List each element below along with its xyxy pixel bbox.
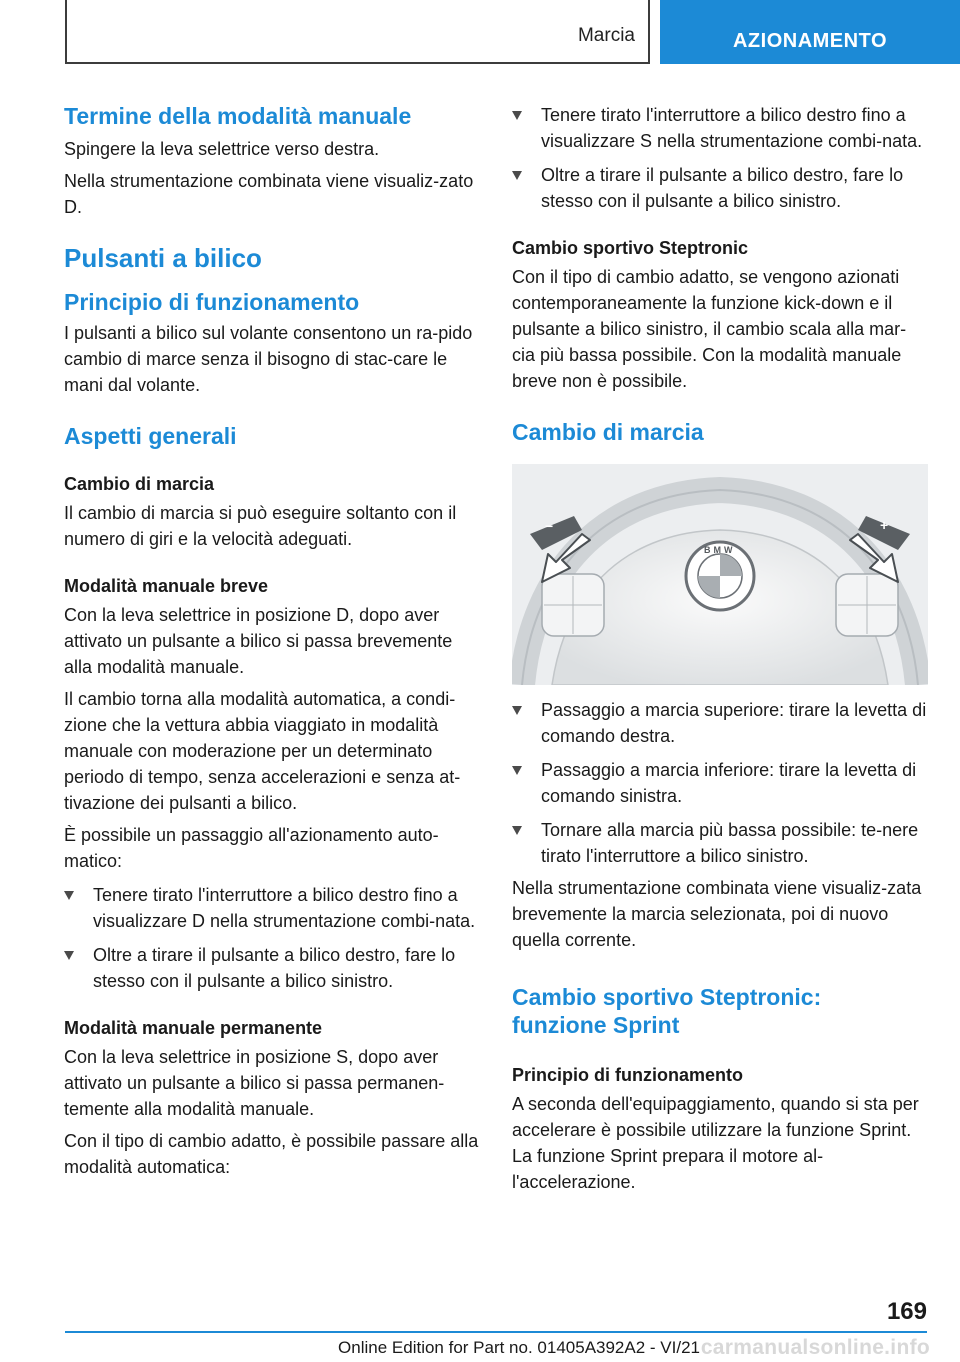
- subheading-sprint-principio: Principio di funzionamento: [512, 1065, 743, 1085]
- footer-divider: [65, 1331, 927, 1333]
- minus-label: −: [545, 518, 554, 534]
- heading-sprint-line1: Cambio sportivo Steptronic:: [512, 984, 822, 1010]
- subheading-permanente: Modalità manuale permanente: [64, 1018, 323, 1038]
- header-section-title: Marcia: [577, 25, 635, 46]
- paragraph: Il cambio torna alla modalità automatica, a condi-zione che la vettura abbia viaggiato in modalità manuale con moderazione per un determinato periodo di tempo, senza accelerazioni e senza at-tivazione dei pulsanti a bilico.: [64, 689, 461, 813]
- heading-principio: Principio di funzionamento: [64, 289, 360, 315]
- list-item: Passaggio a marcia superiore: tirare la levetta di comando destra.: [512, 697, 928, 749]
- paragraph: È possibile un passaggio all'azionamento auto-matico:: [64, 825, 439, 871]
- plus-label: +: [880, 517, 889, 533]
- paragraph: Il cambio di marcia si può eseguire soltanto con il numero di giri e la velocità adeguati.: [64, 503, 457, 549]
- page-number: 169: [886, 1298, 927, 1325]
- heading-aspetti: Aspetti generali: [64, 423, 237, 449]
- header-chapter-tab: AZIONAMENTO: [660, 0, 960, 64]
- paragraph: I pulsanti a bilico sul volante consentono un ra-pido cambio di marce senza il bisogno di stac-care le mani dal volante.: [64, 323, 473, 395]
- list-item: Tenere tirato l'interruttore a bilico destro fino a visualizzare S nella strumentazione combi-nata.: [512, 102, 928, 154]
- subheading-cambio: Cambio di marcia: [64, 474, 215, 494]
- triangle-bullet-icon: [512, 826, 522, 835]
- heading-sprint-line2: funzione Sprint: [512, 1012, 680, 1038]
- list-item: Passaggio a marcia inferiore: tirare la levetta di comando sinistra.: [512, 757, 928, 809]
- triangle-bullet-icon: [512, 766, 522, 775]
- triangle-bullet-icon: [64, 951, 74, 960]
- triangle-bullet-icon: [64, 891, 74, 900]
- heading-cambio-marcia: Cambio di marcia: [512, 419, 704, 445]
- paragraph: Con la leva selettrice in posizione D, dopo aver attivato un pulsante a bilico si passa brevemente alla modalità manuale.: [64, 605, 453, 677]
- list-item: Tenere tirato l'interruttore a bilico destro fino a visualizzare D nella strumentazione combi-nata.: [64, 882, 480, 934]
- list-item: Tornare alla marcia più bassa possibile: te-nere tirato l'interruttore a bilico sinistro.: [512, 817, 928, 869]
- paragraph: Nella strumentazione combinata viene visualiz-zata brevemente la marcia selezionata, poi di nuovo quella corrente.: [512, 878, 922, 950]
- right-column: [512, 100, 928, 1195]
- watermark: carmanualsonline.info: [700, 1336, 930, 1359]
- left-column: [64, 100, 480, 1180]
- bmw-logo-text: BMW: [704, 545, 736, 555]
- subheading-steptronic: Cambio sportivo Steptronic: [512, 238, 749, 258]
- footer-edition: Online Edition for Part no. 01405A392A2 - VI/21: [338, 1338, 700, 1357]
- steering-wheel-illustration: [512, 464, 928, 685]
- paragraph: Nella strumentazione combinata viene visualiz-zato D.: [64, 171, 474, 217]
- heading-termine: Termine della modalità manuale: [64, 103, 412, 129]
- triangle-bullet-icon: [512, 706, 522, 715]
- paragraph: Con il tipo di cambio adatto, se vengono azionati contemporaneamente la funzione kick-down e il pulsante a bilico sinistro, il cambio scala alla mar-cia più bassa possibile. Con la modalità manuale breve non è possibile.: [512, 267, 907, 391]
- paragraph: A seconda dell'equipaggiamento, quando si sta per accelerare è possibile utilizzare la funzione Sprint. La funzione Sprint prepara il motore al-l'accelerazione.: [512, 1094, 919, 1192]
- subheading-breve: Modalità manuale breve: [64, 576, 269, 596]
- list-item: Oltre a tirare il pulsante a bilico destro, fare lo stesso con il pulsante a bilico sinistro.: [512, 162, 928, 214]
- paragraph: Con il tipo di cambio adatto, è possibile passare alla modalità automatica:: [64, 1131, 479, 1177]
- list-item: Oltre a tirare il pulsante a bilico destro, fare lo stesso con il pulsante a bilico sinistro.: [64, 942, 480, 994]
- heading-pulsanti: Pulsanti a bilico: [64, 243, 262, 273]
- steering-wheel-figure: [512, 464, 928, 685]
- paragraph: Spingere la leva selettrice verso destra.: [64, 139, 380, 159]
- triangle-bullet-icon: [512, 111, 522, 120]
- paragraph: Con la leva selettrice in posizione S, dopo aver attivato un pulsante a bilico si passa permanen-temente alla modalità manuale.: [64, 1047, 445, 1119]
- triangle-bullet-icon: [512, 171, 522, 180]
